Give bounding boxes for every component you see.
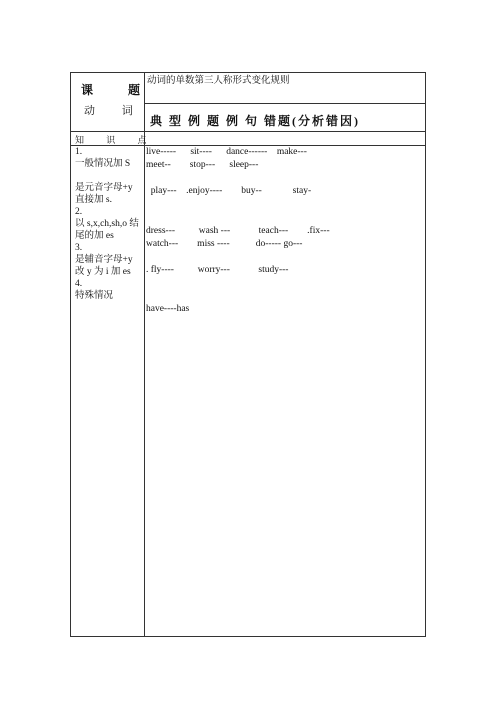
- knowledge-label: 知 识 点: [75, 135, 157, 145]
- example-line: live----- sit---- dance------ make---: [146, 147, 307, 157]
- example-line: dress--- wash --- teach--- .fix---: [146, 226, 330, 236]
- rule-number: 1.: [75, 147, 83, 157]
- rule-text: 是元音字母+y 直接加 s.: [75, 183, 133, 205]
- rule-text: 一般情况加 S: [75, 159, 131, 169]
- topic-sub: 动 词: [84, 105, 145, 117]
- rules-table: [70, 72, 426, 637]
- examples-heading: 典 型 例 题 例 句 错题(分析错因): [150, 114, 360, 128]
- topic-value: 动词的单数第三人称形式变化规则: [147, 76, 290, 86]
- rule-text: 以 s,x,ch,sh,o 结尾的加 es: [75, 219, 139, 241]
- rule-text: 是辅音字母+y 改 y 为 i 加 es: [75, 255, 133, 277]
- rule-number: 3.: [75, 243, 83, 253]
- example-line: . fly---- worry--- study---: [146, 265, 289, 275]
- rule-number: 4.: [75, 279, 83, 289]
- topic-label: 课 题: [81, 83, 157, 97]
- example-line: play--- .enjoy---- buy-- stay-: [146, 186, 312, 196]
- row-divider: [144, 103, 425, 104]
- rule-number: 2.: [75, 207, 83, 217]
- row-divider: [71, 131, 425, 132]
- example-line: watch--- miss ---- do----- go---: [146, 239, 303, 249]
- rules-column: [75, 146, 143, 302]
- column-divider: [144, 73, 145, 636]
- example-line: meet-- stop--- sleep---: [146, 160, 259, 170]
- example-line: have----has: [146, 304, 190, 314]
- rule-text: 特殊情况: [75, 291, 114, 301]
